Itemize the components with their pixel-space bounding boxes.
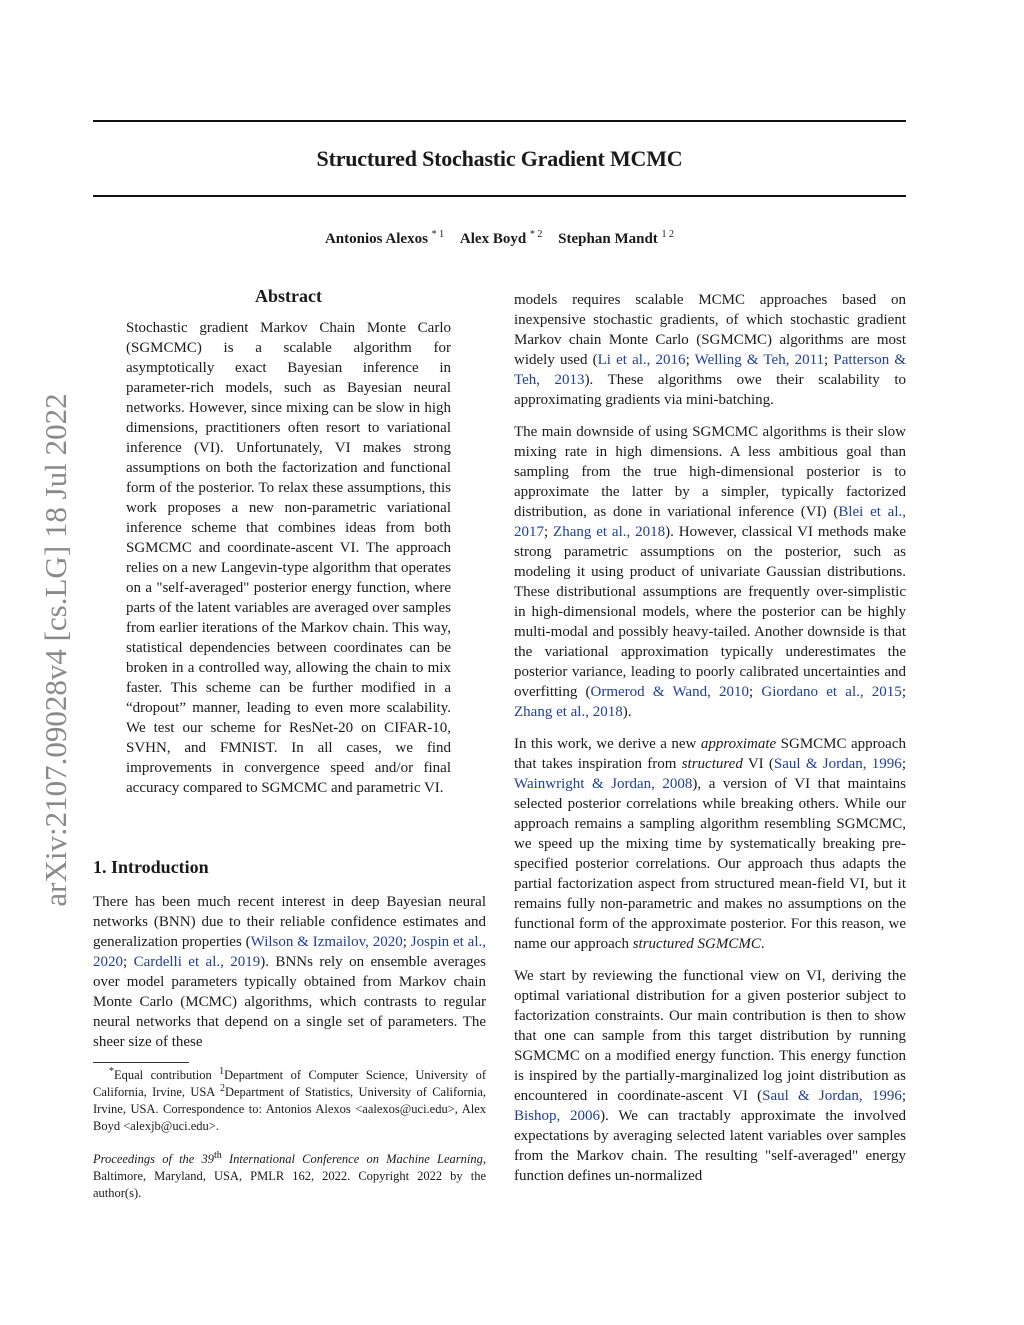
footnote-affiliations — [93, 1067, 486, 1135]
text: Department of Computer Science, University of California, Irvine, USA — [93, 1068, 486, 1099]
citation-link[interactable]: Cardelli et al., 2019 — [133, 954, 261, 970]
citation-link[interactable]: Saul & Jordan, 1996 — [773, 756, 902, 772]
text: ). BNNs rely on ensemble averages over model parameters typically obtained from Markov chain Monte Carlo (MCMC) algorithms, which contrasts to regular neural networks that depend on a single set of parameters. The sheer size of these — [93, 954, 487, 1050]
text: ). However, classical VI methods make strong parametric assumptions on the posterior, such as modeling it using product of univariate Gaussian distributions. These distributional assumptions are frequently over-simplistic in high-dimensional models, where the posterior can be highly multi-modal and possibly heavy-tailed. Another downside is that the variational approximation typically underestimates the posterior variance, leading to poorly calibrated uncertainties and overfitting ( — [514, 524, 906, 700]
citation-link[interactable]: Zhang et al., 2018 — [514, 704, 623, 720]
citation-link[interactable]: Ormerod & Wand, 2010 — [590, 684, 750, 700]
citation-link[interactable]: Bishop, 2006 — [514, 1108, 601, 1124]
paper-title: Structured Stochastic Gradient MCMC — [316, 146, 683, 171]
author-name: Alex Boyd — [459, 231, 527, 247]
body-paragraph — [514, 966, 906, 1186]
abstract-paragraph: Stochastic gradient Markov Chain Monte Carlo (SGMCMC) is a scalable algorithm for asymptotically exact Bayesian inference in parameter-rich models, such as Bayesian neural networks. However, since mixing can be slow in high dimensions, practitioners often resort to variational inference (VI). Unfortunately, VI makes strong assumptions on both the factorization and functional form of the posterior. To relax these assumptions, this work proposes a new non-parametric variational inference scheme that combines ideas from both SGMCMC and coordinate-ascent VI. The approach relies on a new Langevin-type algorithm that operates on a "self-averaged" posterior energy function, where parts of the latent variables are averaged over samples from earlier iterations of the Markov chain. This way, statistical dependencies between coordinates can be broken in a controlled way, allowing the chain to mix faster. This scheme can be further modified in a “dropout” manner, leading to even more scalability. We test our scheme for ResNet-20 on CIFAR-10, SVHN, and FMNIST. In all cases, we find improvements in convergence speed and/or final accuracy compared to SGMCMC and parametric VI. — [126, 320, 451, 796]
proceedings-text — [93, 1151, 486, 1202]
text: ; — [901, 684, 906, 700]
author-affiliation-marks: * 2 — [529, 229, 543, 240]
citation-link[interactable]: Saul & Jordan, 1996 — [762, 1088, 902, 1104]
body-paragraph — [514, 422, 906, 722]
author-affiliation-marks: * 1 — [431, 229, 445, 240]
introduction-body — [93, 892, 486, 1064]
text: . — [760, 936, 765, 952]
text: SGMCMC approach that takes inspiration from — [514, 736, 906, 772]
text: There has been much recent interest in deep Bayesian neural networks (BNN) due to their reliable confidence estimates and generalization properties ( — [93, 894, 486, 950]
footnotes — [93, 1067, 486, 1147]
text: Equal contribution — [114, 1068, 220, 1082]
text: VI ( — [742, 756, 774, 772]
body-paragraph — [514, 734, 906, 954]
body-paragraph — [514, 290, 906, 410]
proceedings-note — [93, 1151, 486, 1214]
text: ). These algorithms owe their scalability to approximating gradients via mini-batching. — [514, 372, 906, 408]
text: ; — [824, 352, 834, 368]
text: Department of Statistics, University of California, Irvine, USA. Correspondence to: Antonios Alexos <aalexos@uci.edu>, Alex Boyd <alexjb@uci.edu>. — [93, 1085, 487, 1133]
author-list — [93, 231, 906, 248]
text: ; — [123, 954, 134, 970]
right-column-body — [514, 290, 906, 1198]
author-name: Stephan Mandt — [558, 231, 658, 247]
footnote-mark: 2 — [219, 1082, 225, 1094]
citation-link[interactable]: Giordano et al., 2015 — [761, 684, 902, 700]
citation-link[interactable]: Blei et al., 2017 — [514, 504, 907, 540]
text: In this work, we derive a new — [514, 736, 701, 752]
ordinal-suffix: th — [214, 1149, 222, 1161]
emphasis: structured — [681, 756, 743, 772]
introduction-paragraph — [93, 892, 486, 1052]
text: , Baltimore, Maryland, USA, PMLR 162, 2022. Copyright 2022 by the author(s). — [93, 1152, 486, 1200]
emphasis: structured SGMCMC — [632, 936, 761, 952]
section-heading-introduction: 1. Introduction — [93, 857, 209, 877]
citation-link[interactable]: Welling & Teh, 2011 — [694, 352, 825, 368]
text: ; — [544, 524, 554, 540]
author-affiliation-marks: 1 2 — [661, 229, 675, 240]
arxiv-watermark: arXiv:2107.09028v4 [cs.LG] 18 Jul 2022 — [38, 393, 73, 907]
text: We start by reviewing the functional view on VI, deriving the optimal variational distribution for a given posterior subject to factorization constraints. Our main contribution is then to show that one can sample from this target distribution by running SGMCMC on a modified energy function. This energy function is inspired by the partially-marginalized log joint distribution as encountered in coordinate-ascent VI ( — [514, 968, 906, 1104]
text: ), a version of VI that maintains selected posterior correlations while breaking others. While our approach remains a sampling algorithm resembling SGMCMC, we speed up the mixing time by systematically breaking pre-specified posterior correlations. Our approach thus adapts the partial factorization aspect from structured mean-field VI, but it remains fully non-parametric and makes no assumptions on the functional form of the approximate posterior. For this reason, we name our approach — [514, 776, 906, 952]
text: Proceedings of the 39 — [93, 1152, 215, 1166]
citation-link[interactable]: Wainwright & Jordan, 2008 — [514, 776, 693, 792]
citation-link[interactable]: Wilson & Izmailov, 2020 — [250, 934, 403, 950]
text: models requires scalable MCMC approaches based on inexpensive stochastic gradients, of which stochastic gradient Markov chain Monte Carlo (SGMCMC) algorithms are most widely used ( — [514, 292, 906, 368]
title-rule-top — [93, 120, 906, 122]
text: ). We can tractably approximate the involved expectations by averaging selected latent variables over samples from the Markov chain. The resulting "self-averaged" energy function defines un-normalized — [514, 1108, 906, 1184]
abstract-body — [126, 318, 451, 810]
footnote-rule — [93, 1062, 189, 1063]
text: ; — [685, 352, 695, 368]
text: The main downside of using SGMCMC algorithms is their slow mixing rate in high dimensions. A less ambitious goal than sampling from the true high-dimensional posterior is to approximate the latter by a simpler, typically factorized distribution, as done in variational inference (VI) ( — [514, 424, 906, 520]
text: ; — [402, 934, 411, 950]
emphasis: approximate — [700, 736, 777, 752]
citation-link[interactable]: Li et al., 2016 — [597, 352, 686, 368]
author — [558, 231, 674, 247]
text: International Conference on Machine Learning — [221, 1152, 483, 1166]
text: ). — [622, 704, 632, 720]
citation-link[interactable]: Zhang et al., 2018 — [553, 524, 666, 540]
citation-link[interactable]: Patterson & Teh, 2013 — [514, 352, 907, 388]
author-name: Antonios Alexos — [324, 231, 428, 247]
text: ; — [901, 756, 906, 772]
citation-link[interactable]: Jospin et al., 2020 — [93, 934, 486, 970]
abstract-heading: Abstract — [255, 286, 322, 306]
text: ; — [901, 1088, 906, 1104]
text: ; — [749, 684, 762, 700]
title-rule-bottom — [93, 195, 906, 197]
footnote-mark: 1 — [219, 1065, 225, 1077]
author — [460, 231, 543, 247]
author — [325, 231, 444, 247]
footnote-mark: * — [109, 1065, 114, 1077]
